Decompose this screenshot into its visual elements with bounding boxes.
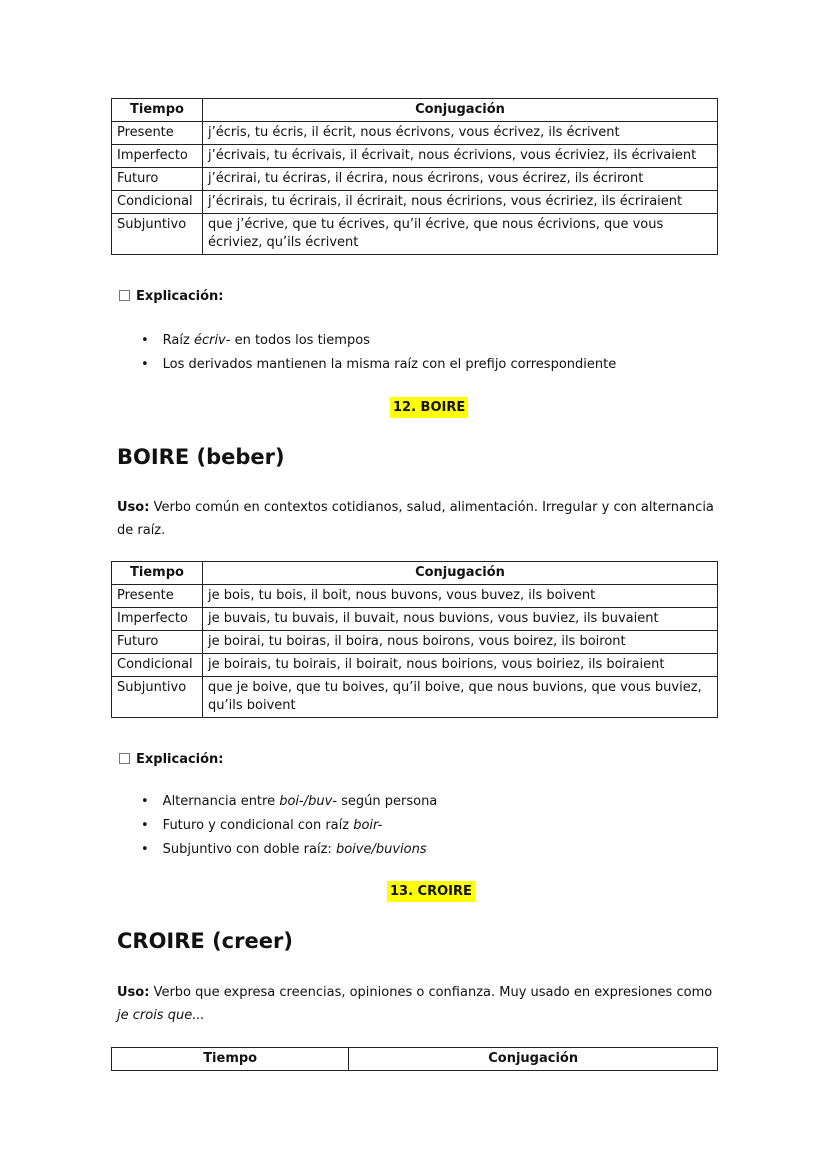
table-header-row	[112, 99, 718, 122]
tense-cell: Condicional	[112, 654, 203, 677]
boire-bullet-list	[145, 790, 437, 862]
uso-paragraph-croire: Uso: Verbo que expresa creencias, opiniones o confianza. Muy usado en expresiones como je crois que...	[117, 985, 713, 1023]
forms-cell: je bois, tu bois, il boit, nous buvons, vous buvez, ils boivent	[203, 585, 718, 608]
header-tiempo: Tiempo	[112, 562, 203, 585]
checkbox-icon	[119, 753, 130, 764]
forms-cell: j’écrirai, tu écriras, il écrira, nous écrirons, vous écrirez, ils écriront	[203, 168, 718, 191]
explicacion-heading	[119, 752, 224, 767]
list-item: • Raíz écriv- en todos los tiempos	[145, 329, 616, 353]
header-conjugacion: Conjugación	[203, 99, 718, 122]
tense-cell: Futuro	[112, 168, 203, 191]
explicacion-label: Explicación:	[136, 289, 224, 304]
table-row	[112, 191, 718, 214]
uso-label: Uso:	[117, 985, 150, 1000]
boire-conjugation-table	[111, 561, 718, 718]
table-row	[112, 585, 718, 608]
table-row	[112, 677, 718, 718]
forms-cell: je boirai, tu boiras, il boira, nous boirons, vous boirez, ils boiront	[203, 631, 718, 654]
header-tiempo: Tiempo	[112, 99, 203, 122]
table-row	[112, 168, 718, 191]
list-item: • Alternancia entre boi-/buv- según persona	[145, 790, 437, 814]
table-row	[112, 631, 718, 654]
forms-cell: que j’écrive, que tu écrives, qu’il écrive, que nous écrivions, que vous écriviez, qu’ils écrivent	[203, 214, 718, 255]
table-row	[112, 654, 718, 677]
ecrire-conjugation-table	[111, 98, 718, 255]
tense-cell: Subjuntivo	[112, 677, 203, 718]
section-label-croire: 13. CROIRE	[387, 881, 475, 902]
ecrire-bullet-list	[145, 329, 616, 377]
forms-cell: que je boive, que tu boives, qu’il boive, que nous buvions, que vous buviez, qu’ils boivent	[203, 677, 718, 718]
tense-cell: Subjuntivo	[112, 214, 203, 255]
tense-cell: Presente	[112, 585, 203, 608]
forms-cell: j’écrirais, tu écrirais, il écrirait, nous écririons, vous écririez, ils écriraient	[203, 191, 718, 214]
verb-heading-boire: BOIRE (beber)	[117, 445, 285, 469]
list-item: • Los derivados mantienen la misma raíz con el prefijo correspondiente	[145, 353, 616, 377]
table-row	[112, 145, 718, 168]
tense-cell: Presente	[112, 122, 203, 145]
table-header-row	[112, 562, 718, 585]
table-header-row	[112, 1048, 718, 1071]
croire-conjugation-table	[111, 1047, 718, 1071]
tense-cell: Futuro	[112, 631, 203, 654]
table-row	[112, 214, 718, 255]
forms-cell: je buvais, tu buvais, il buvait, nous buvions, vous buviez, ils buvaient	[203, 608, 718, 631]
tense-cell: Condicional	[112, 191, 203, 214]
header-tiempo: Tiempo	[112, 1048, 349, 1071]
table-row	[112, 122, 718, 145]
forms-cell: j’écrivais, tu écrivais, il écrivait, nous écrivions, vous écriviez, ils écrivaient	[203, 145, 718, 168]
checkbox-icon	[119, 290, 130, 301]
explicacion-label: Explicación:	[136, 752, 224, 767]
section-label-boire: 12. BOIRE	[390, 397, 468, 418]
tense-cell: Imperfecto	[112, 145, 203, 168]
table-row	[112, 608, 718, 631]
header-conjugacion: Conjugación	[203, 562, 718, 585]
verb-heading-croire: CROIRE (creer)	[117, 929, 293, 953]
list-item: • Futuro y condicional con raíz boir-	[145, 814, 437, 838]
forms-cell: je boirais, tu boirais, il boirait, nous boirions, vous boiriez, ils boiraient	[203, 654, 718, 677]
tense-cell: Imperfecto	[112, 608, 203, 631]
uso-paragraph-boire: Uso: Verbo común en contextos cotidianos, salud, alimentación. Irregular y con alternancia de raíz.	[117, 500, 714, 538]
list-item: • Subjuntivo con doble raíz: boive/buvions	[145, 838, 437, 862]
header-conjugacion: Conjugación	[349, 1048, 718, 1071]
forms-cell: j’écris, tu écris, il écrit, nous écrivons, vous écrivez, ils écrivent	[203, 122, 718, 145]
explicacion-heading	[119, 289, 224, 304]
uso-label: Uso:	[117, 500, 150, 515]
